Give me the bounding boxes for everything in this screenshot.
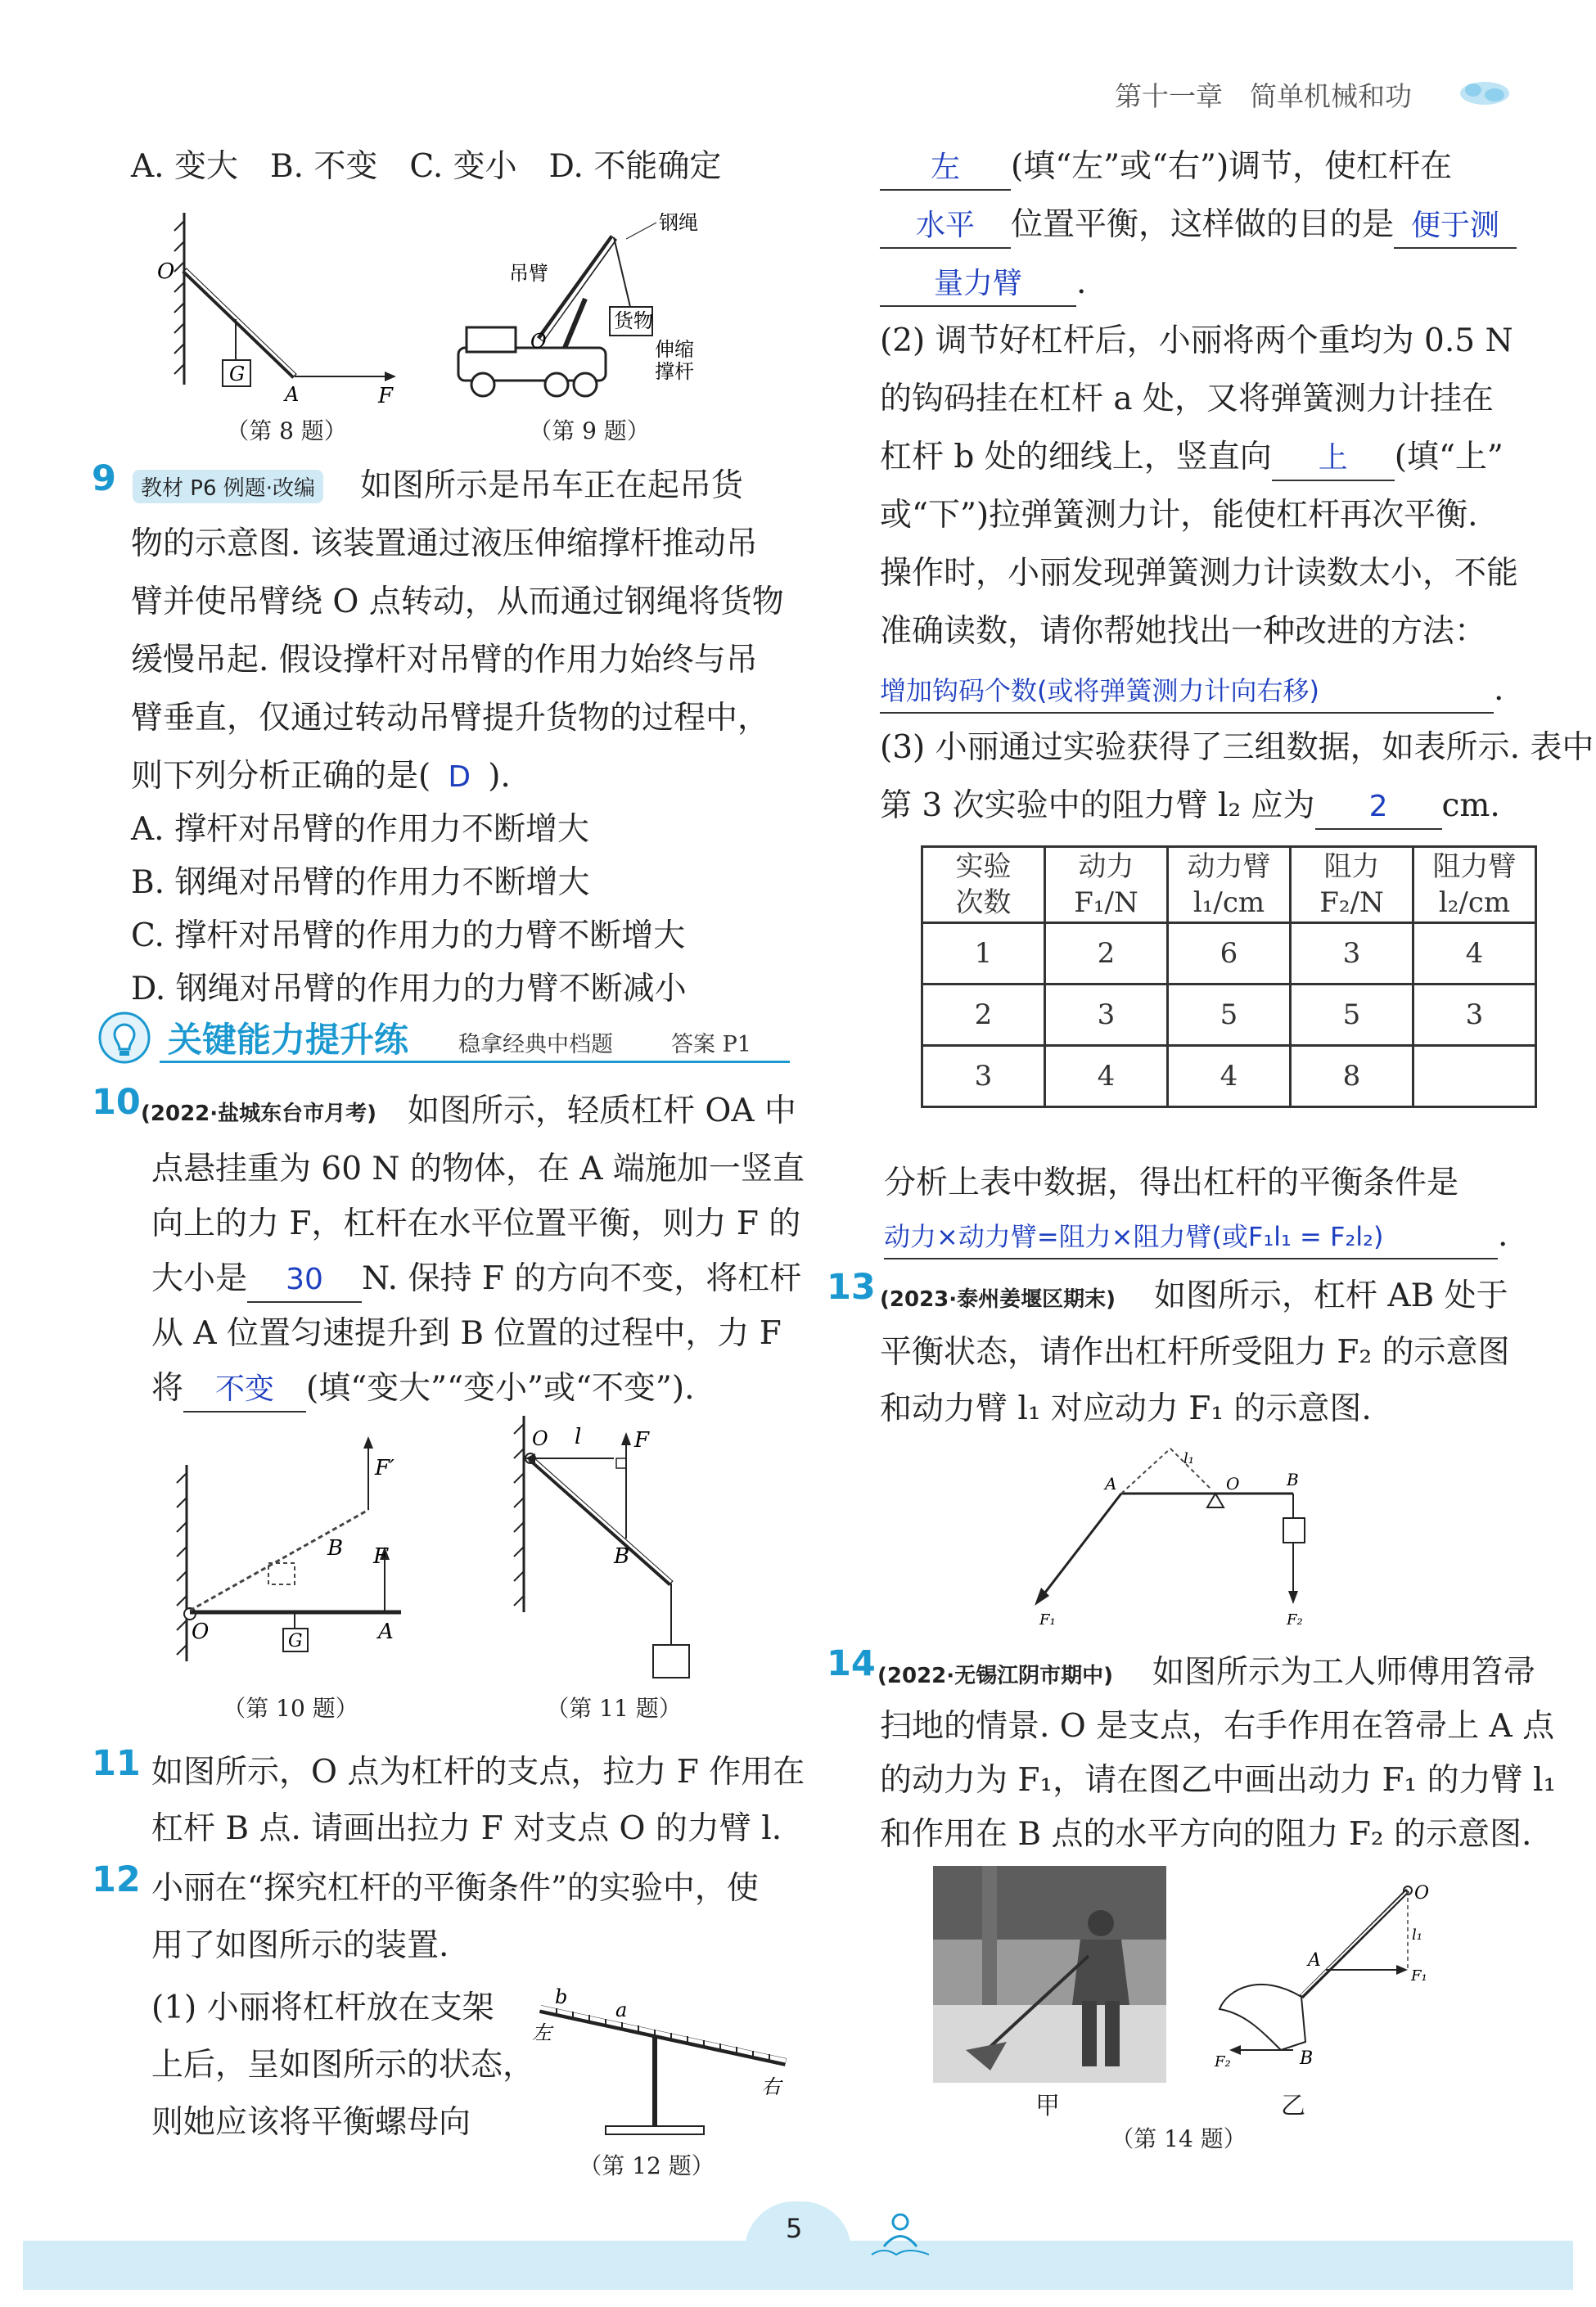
q9-caption: （第 9 题） <box>529 417 650 444</box>
q12-answer-6: 2 <box>1315 786 1442 830</box>
q12-cont-line-2-text: 位置平衡，这样做的目的是 <box>1011 206 1395 243</box>
q9-line-6 <box>131 747 511 805</box>
q9-number: 9 <box>92 458 116 499</box>
q12-p3-line-1: (3) 小丽通过实验获得了三组数据，如表所示. 表中 <box>880 729 1594 766</box>
q10-label-b: B <box>327 1536 344 1561</box>
q14-label-l1: l₁ <box>1412 1926 1422 1944</box>
table-cell: 3 <box>1291 923 1413 985</box>
q10-caption: （第 10 题） <box>223 1695 358 1722</box>
q13-source: (2023·泰州姜堰区期末) <box>880 1287 1116 1312</box>
q12-answer-4: 上 <box>1272 437 1395 481</box>
q8-label-o: O <box>157 259 175 284</box>
q9-option-d: D. 钢绳对吊臂的作用力的力臂不断减小 <box>131 971 687 1007</box>
q11-figure <box>499 1408 745 1686</box>
q10-line-2: 点悬挂重为 60 N 的物体，在 A 端施加一竖直 <box>151 1151 805 1187</box>
q8-label-a: A <box>285 383 300 406</box>
q12-p2-line-2: 的钩码挂在杠杆 a 处，又将弹簧测力计挂在 <box>880 381 1495 417</box>
q12-answer-5: 增加钩码个数(或将弹簧测力计向右移) <box>880 669 1494 714</box>
page-number: 5 <box>786 2213 803 2244</box>
q14-label-yi: 乙 <box>1281 2092 1305 2120</box>
q10-figure <box>164 1432 426 1669</box>
q14-number: 14 <box>827 1643 876 1684</box>
q14-line-1: 如图所示为工人师傅用笤帚 <box>1152 1654 1536 1691</box>
table-header-row <box>922 847 1536 923</box>
q10-line-5: 从 A 位置匀速提升到 B 位置的过程中，力 F <box>151 1315 782 1352</box>
q10-line-6-suffix: (填“变大”“变小”或“不变”). <box>306 1370 695 1407</box>
q9-stem-prefix: 则下列分析正确的是( <box>131 758 431 795</box>
q8-figure <box>147 205 409 409</box>
q9-tag: 教材 P6 例题·改编 <box>133 470 323 503</box>
table-cell: 3 <box>1045 985 1168 1046</box>
q10-line-6-prefix: 将 <box>151 1370 184 1407</box>
q13-number: 13 <box>827 1267 876 1308</box>
q13-line-3: 和动力臂 l₁ 对应动力 F₁ 的示意图. <box>880 1390 1372 1427</box>
table-header-cell: 实验 次数 <box>922 847 1045 923</box>
q11-line-1: 如图所示，O 点为杠杆的支点，拉力 F 作用在 <box>151 1754 805 1791</box>
q10-source: (2022·盐城东台市月考) <box>141 1102 377 1126</box>
q12-cont-line-1-text: (填“左”或“右”)调节，使杠杆在 <box>1011 148 1453 185</box>
q12-p1-line-3: 则她应该将平衡螺母向 <box>151 2104 471 2141</box>
table-cell: 2 <box>922 985 1045 1046</box>
section-answer-ref: 答案 P1 <box>671 1032 751 1057</box>
q9-line-2: 物的示意图. 该装置通过液压伸缩撑杆推动吊 <box>131 525 758 562</box>
q9-line-3: 臂并使吊臂绕 O 点转动，从而通过钢绳将货物 <box>131 584 784 620</box>
q10-label-f: F <box>373 1544 389 1569</box>
q8-label-g: G <box>229 363 246 385</box>
q10-label-o: O <box>192 1620 210 1644</box>
q14-label-b: B <box>1300 2048 1314 2069</box>
q8-options: A. 变大 B. 不变 C. 变小 D. 不能确定 <box>131 148 722 185</box>
table-cell: 3 <box>922 1046 1045 1107</box>
q9-label-o: O <box>530 330 547 353</box>
q10-label-g: G <box>288 1631 303 1651</box>
q13-label-f1: F₁ <box>1039 1611 1056 1629</box>
table-cell: 6 <box>1168 923 1291 985</box>
table-row <box>922 985 1536 1046</box>
q14-line-4: 和作用在 B 点的水平方向的阻力 F₂ 的示意图. <box>880 1816 1532 1853</box>
q9-label-strut2: 撑杆 <box>655 360 694 383</box>
q10-label-fp: F′ <box>375 1456 394 1480</box>
q9-option-b: B. 钢绳对吊臂的作用力不断增大 <box>131 864 590 901</box>
q14-label-o: O <box>1414 1883 1430 1904</box>
table-header-cell: 动力 F₁/N <box>1045 847 1168 923</box>
q12-line-2: 用了如图所示的装置. <box>151 1927 449 1964</box>
q13-line-1: 如图所示，杠杆 AB 处于 <box>1154 1277 1508 1314</box>
q11-label-f: F <box>634 1428 650 1453</box>
q12-line-1: 小丽在“探究杠杆的平衡条件”的实验中，使 <box>151 1870 759 1907</box>
q12-label-a: a <box>615 1998 628 2021</box>
q12-figure <box>524 1972 802 2144</box>
q10-answer-2: 不变 <box>183 1368 306 1413</box>
q9-option-c: C. 撑杆对吊臂的作用力的力臂不断增大 <box>131 917 686 954</box>
q14-source: (2022·无锡江阴市期中) <box>877 1664 1114 1688</box>
q14-label-a: A <box>1308 1950 1321 1971</box>
q8-caption: （第 8 题） <box>226 417 347 444</box>
q11-caption: （第 11 题） <box>546 1695 682 1722</box>
table-cell: 4 <box>1168 1046 1291 1107</box>
q8-label-f: F <box>378 384 394 408</box>
q12-p2-line-1: (2) 调节好杠杆后，小丽将两个重均为 0.5 N <box>880 322 1513 359</box>
q14-line-2: 扫地的情景. O 是支点，右手作用在笤帚上 A 点 <box>880 1708 1555 1745</box>
q9-line-4: 缓慢吊起. 假设撑杆对吊臂的作用力始终与吊 <box>131 642 758 678</box>
table-cell: 3 <box>1413 985 1536 1046</box>
q12-cont-line-3 <box>880 254 1086 312</box>
q11-label-l: l <box>575 1425 582 1449</box>
q11-label-b: B <box>614 1544 630 1569</box>
q14-label-f1: F₁ <box>1411 1967 1427 1985</box>
q14-caption: （第 14 题） <box>1111 2125 1247 2152</box>
q10-line-4-prefix: 大小是 <box>151 1260 248 1297</box>
q12-p2-line-6: 准确读数，请你帮她找出一种改进的方法： <box>880 613 1487 650</box>
q10-line-3: 向上的力 F，杠杆在水平位置平衡，则力 F 的 <box>151 1205 801 1242</box>
table-cell: 8 <box>1291 1046 1413 1107</box>
q12-answer-7: 动力×动力臂=阻力×阻力臂(或F₁l₁ = F₂l₂) <box>884 1215 1498 1259</box>
q9-figure <box>442 213 737 409</box>
lightbulb-icon <box>92 1007 157 1072</box>
q12-p2-line-3-prefix: 杠杆 b 处的细线上，竖直向 <box>880 439 1272 475</box>
section-subtitle: 稳拿经典中档题 <box>458 1032 613 1057</box>
q12-number: 12 <box>92 1859 141 1900</box>
q10-answer-1: 30 <box>247 1259 362 1303</box>
q12-p4-line-1: 分析上表中数据，得出杠杆的平衡条件是 <box>884 1165 1459 1201</box>
q13-label-b: B <box>1287 1470 1299 1489</box>
q14-line-3: 的动力为 F₁，请在图乙中画出动力 F₁ 的力臂 l₁ <box>880 1762 1557 1799</box>
q12-label-right: 右 <box>761 2075 781 2098</box>
q9-label-cargo: 货物 <box>614 309 653 332</box>
q11-number: 11 <box>92 1743 141 1784</box>
q12-p3-line-2-prefix: 第 3 次实验中的阻力臂 l₂ 应为 <box>880 787 1315 824</box>
q12-data-table <box>921 845 1537 1108</box>
q12-p1-line-1: (1) 小丽将杠杆放在支架 <box>151 1989 494 2026</box>
q11-label-o: O <box>532 1427 548 1450</box>
q13-line-2: 平衡状态，请作出杠杆所受阻力 F₂ 的示意图 <box>880 1334 1510 1371</box>
q12-p1-line-2: 上后，呈如图所示的状态， <box>151 2047 535 2084</box>
table-cell: 4 <box>1413 923 1536 985</box>
q12-p3-line-2-suffix: cm. <box>1441 787 1500 824</box>
q12-cont-line-3-end: . <box>1076 264 1087 301</box>
q9-label-strut1: 伸缩 <box>655 338 694 361</box>
q10-line-4-suffix: N. 保持 F 的方向不变，将杠杆 <box>362 1260 802 1297</box>
table-cell: 5 <box>1168 985 1291 1046</box>
q13-label-f2: F₂ <box>1287 1611 1303 1629</box>
q10-label-a: A <box>378 1620 394 1644</box>
table-row <box>922 1046 1536 1107</box>
header-decoration-icon <box>1457 72 1514 113</box>
q9-option-a: A. 撑杆对吊臂的作用力不断增大 <box>131 811 589 848</box>
q12-p2-line-3-suffix: (填“上” <box>1394 439 1504 475</box>
q12-answer-1: 左 <box>880 146 1011 191</box>
q10-number: 10 <box>92 1082 141 1123</box>
q10-line-4 <box>151 1250 801 1308</box>
table-header-cell: 动力臂 l₁/cm <box>1168 847 1291 923</box>
q14-label-jia: 甲 <box>1035 2092 1060 2120</box>
table-cell: 2 <box>1045 923 1168 985</box>
footer-decoration-icon <box>868 2210 933 2259</box>
q12-p2-line-5: 操作时，小丽发现弹簧测力计读数太小，不能 <box>880 555 1519 592</box>
table-cell: 4 <box>1045 1046 1168 1107</box>
q13-label-o: O <box>1226 1474 1240 1494</box>
q12-p4-end: . <box>1498 1217 1508 1254</box>
q9-label-arm: 吊臂 <box>509 262 548 285</box>
section-underline <box>160 1061 790 1063</box>
table-cell: 5 <box>1291 985 1413 1046</box>
q12-answer-3a: 便于测 <box>1394 205 1517 249</box>
q12-p2-line-7-end: . <box>1494 671 1504 708</box>
q13-figure <box>1023 1440 1350 1629</box>
q12-caption: （第 12 题） <box>579 2152 715 2179</box>
table-cell: 1 <box>922 923 1045 985</box>
q9-stem-suffix: ). <box>488 758 511 795</box>
q13-label-a: A <box>1105 1474 1117 1494</box>
q14-photo <box>933 1866 1166 2083</box>
q9-label-rope: 钢绳 <box>659 213 698 234</box>
q12-label-left: 左 <box>532 2021 552 2044</box>
q12-cont-line-2 <box>880 196 1517 254</box>
q10-line-1: 如图所示，轻质杠杆 OA 中 <box>408 1093 796 1129</box>
q12-p3-line-2 <box>880 777 1500 835</box>
q12-p2-line-7 <box>880 660 1504 719</box>
table-header-cell: 阻力臂 l₂/cm <box>1413 847 1536 923</box>
q12-p4-line-2 <box>884 1206 1508 1264</box>
q12-cont-line-1 <box>880 137 1452 196</box>
q9-line-5: 臂垂直，仅通过转动吊臂提升货物的过程中， <box>131 700 770 737</box>
table-cell <box>1413 1046 1536 1107</box>
q9-answer: D <box>448 760 471 794</box>
chapter-title: 第十一章 简单机械和功 <box>1115 80 1412 112</box>
q12-label-b: b <box>555 1985 568 2008</box>
table-row <box>922 923 1536 985</box>
q11-line-2: 杠杆 B 点. 请画出拉力 F 对支点 O 的力臂 l. <box>151 1810 782 1847</box>
table-header-cell: 阻力 F₂/N <box>1291 847 1413 923</box>
q9-line-1: 如图所示是吊车正在起吊货 <box>360 467 744 504</box>
q13-label-l1: l₁ <box>1183 1450 1194 1467</box>
q12-p2-line-3 <box>880 428 1504 486</box>
q12-answer-3b: 量力臂 <box>880 263 1076 307</box>
q12-answer-2: 水平 <box>880 205 1011 249</box>
q14-label-f2: F₂ <box>1215 2053 1231 2070</box>
section-title: 关键能力提升练 <box>168 1020 409 1060</box>
q12-p2-line-4: 或“下”)拉弹簧测力计，能使杠杆再次平衡. <box>880 497 1478 534</box>
q14-diagram <box>1211 1874 1449 2087</box>
